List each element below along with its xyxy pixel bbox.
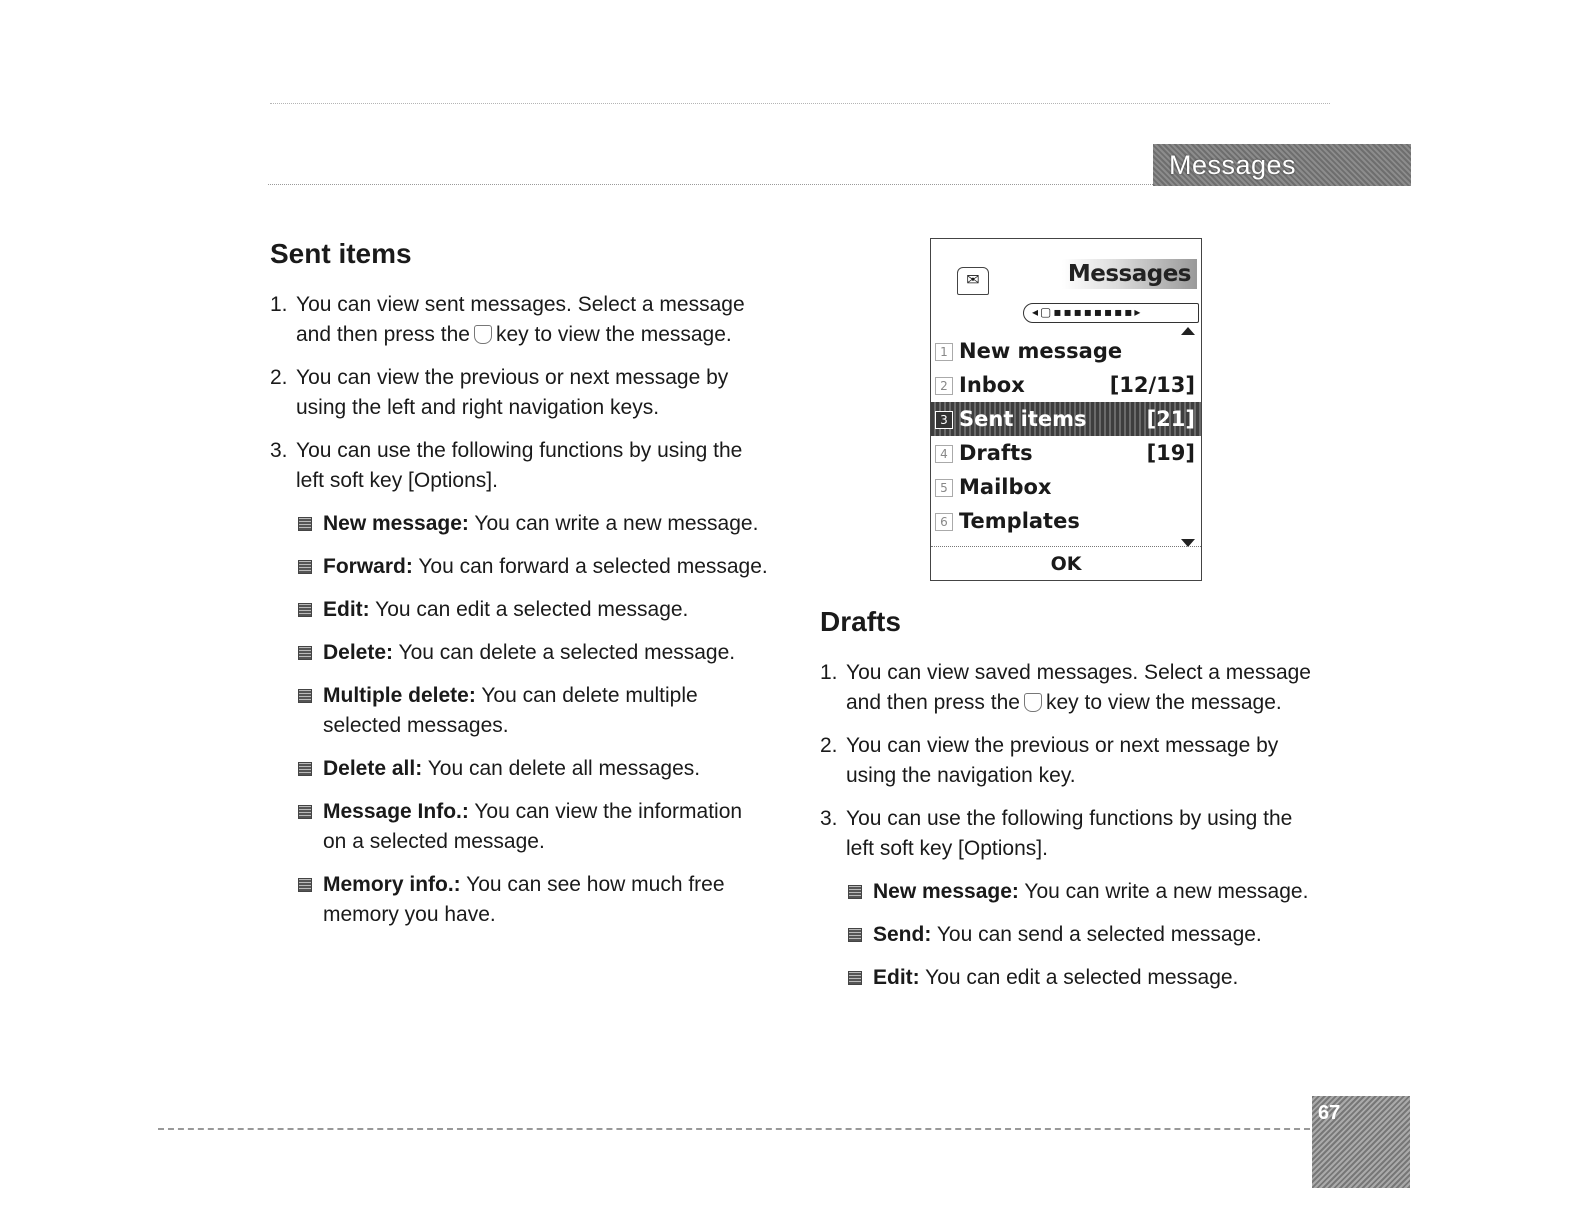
menu-item-count: [21] xyxy=(1146,407,1195,431)
sent-items-heading: Sent items xyxy=(270,238,412,269)
option-desc: You can forward a selected message. xyxy=(418,555,768,578)
phone-title: Messages xyxy=(1062,259,1197,289)
step-text: You can view sent messages. Select a message and then press the xyxy=(296,293,745,346)
menu-number-icon xyxy=(298,603,312,617)
footer-rule xyxy=(158,1128,1310,1130)
option-item xyxy=(820,963,1320,993)
step-number: 2. xyxy=(820,734,838,757)
menu-item-count: [12/13] xyxy=(1109,373,1195,397)
option-item xyxy=(270,754,770,784)
step-item xyxy=(820,804,1320,864)
option-item xyxy=(270,681,770,741)
option-desc: You can delete a selected message. xyxy=(398,641,736,664)
step-number: 2. xyxy=(270,366,288,389)
option-item xyxy=(270,509,770,539)
menu-item-number: 5 xyxy=(935,479,953,497)
menu-item-number: 2 xyxy=(935,377,953,395)
step-number: 3. xyxy=(270,439,288,462)
step-text: You can view saved messages. Select a message and then press the xyxy=(846,661,1311,714)
option-desc: You can delete multiple selected messages. xyxy=(323,684,698,737)
option-desc: You can write a new message. xyxy=(1024,880,1309,903)
phone-screen xyxy=(930,238,1202,581)
sent-items-steps xyxy=(270,290,770,496)
drafts-options xyxy=(820,877,1320,993)
menu-item-label: Sent items xyxy=(959,407,1087,431)
option-item xyxy=(820,920,1320,950)
page-indicator: ◂▢▪▪▪▪▪▪▪▪▸ xyxy=(1023,303,1199,323)
step-item xyxy=(270,290,770,350)
phone-header xyxy=(931,239,1201,334)
step-item xyxy=(270,363,770,423)
header-rule xyxy=(268,184,1153,185)
phone-menu xyxy=(931,334,1201,538)
header-rule-top xyxy=(270,103,1330,104)
menu-number-icon xyxy=(298,646,312,660)
step-text: key to view the message. xyxy=(1045,691,1282,714)
option-label: Send: xyxy=(873,923,932,946)
drafts-steps xyxy=(820,658,1320,864)
section-tab xyxy=(1153,144,1411,186)
option-label: Delete all: xyxy=(323,757,423,780)
drafts-heading: Drafts xyxy=(820,606,901,637)
step-item xyxy=(820,731,1320,791)
menu-item-label: Mailbox xyxy=(959,475,1052,499)
menu-item-mailbox[interactable] xyxy=(931,470,1201,504)
step-text: You can view the previous or next message by using the left and right navigation keys. xyxy=(296,366,729,419)
menu-number-icon xyxy=(298,689,312,703)
section-title: Messages xyxy=(1169,150,1297,180)
menu-item-number: 6 xyxy=(935,513,953,531)
menu-item-label: New message xyxy=(959,339,1123,363)
menu-number-icon xyxy=(848,971,862,985)
menu-item-drafts[interactable] xyxy=(931,436,1201,470)
menu-number-icon xyxy=(298,805,312,819)
option-label: New message: xyxy=(323,512,469,535)
menu-number-icon xyxy=(848,928,862,942)
option-label: Memory info.: xyxy=(323,873,461,896)
step-number: 3. xyxy=(820,807,838,830)
sent-items-options xyxy=(270,509,770,930)
menu-item-label: Inbox xyxy=(959,373,1025,397)
ok-key-icon xyxy=(1024,693,1042,712)
step-number: 1. xyxy=(820,661,838,684)
step-text: You can use the following functions by using the left soft key [Options]. xyxy=(846,807,1293,860)
step-number: 1. xyxy=(270,293,288,316)
option-item xyxy=(270,552,770,582)
step-text: You can use the following functions by using the left soft key [Options]. xyxy=(296,439,743,492)
messages-app-icon: ✉ xyxy=(957,267,989,295)
option-desc: You can see how much free memory you have. xyxy=(323,873,725,926)
option-label: Forward: xyxy=(323,555,413,578)
menu-item-number: 4 xyxy=(935,445,953,463)
option-item xyxy=(270,595,770,625)
menu-number-icon xyxy=(298,878,312,892)
step-text: key to view the message. xyxy=(495,323,732,346)
option-desc: You can view the information on a selected message. xyxy=(323,800,743,853)
option-desc: You can delete all messages. xyxy=(427,757,701,780)
menu-item-new-message[interactable] xyxy=(931,334,1201,368)
drafts-section xyxy=(820,604,1320,1006)
option-item xyxy=(270,870,770,930)
page-number: 67 xyxy=(1312,1096,1410,1188)
menu-item-sent-items[interactable] xyxy=(931,402,1201,436)
option-label: Message Info.: xyxy=(323,800,469,823)
option-label: Edit: xyxy=(873,966,920,989)
menu-item-count: [19] xyxy=(1146,441,1195,465)
menu-item-label: Drafts xyxy=(959,441,1033,465)
step-item xyxy=(270,436,770,496)
menu-number-icon xyxy=(848,885,862,899)
menu-item-number: 1 xyxy=(935,343,953,361)
menu-item-inbox[interactable] xyxy=(931,368,1201,402)
option-item xyxy=(270,797,770,857)
menu-number-icon xyxy=(298,560,312,574)
option-item xyxy=(820,877,1320,907)
menu-number-icon xyxy=(298,762,312,776)
option-label: New message: xyxy=(873,880,1019,903)
option-desc: You can write a new message. xyxy=(474,512,759,535)
soft-key-ok[interactable]: OK xyxy=(931,546,1201,580)
option-item xyxy=(270,638,770,668)
menu-number-icon xyxy=(298,517,312,531)
step-item xyxy=(820,658,1320,718)
option-label: Edit: xyxy=(323,598,370,621)
option-desc: You can edit a selected message. xyxy=(375,598,689,621)
option-label: Multiple delete: xyxy=(323,684,476,707)
step-text: You can view the previous or next message by using the navigation key. xyxy=(846,734,1279,787)
menu-item-number: 3 xyxy=(935,411,953,429)
option-desc: You can edit a selected message. xyxy=(925,966,1239,989)
menu-item-templates[interactable] xyxy=(931,504,1201,538)
menu-item-label: Templates xyxy=(959,509,1080,533)
sent-items-section xyxy=(270,236,770,943)
option-label: Delete: xyxy=(323,641,394,664)
ok-key-icon xyxy=(474,325,492,344)
option-desc: You can send a selected message. xyxy=(936,923,1262,946)
